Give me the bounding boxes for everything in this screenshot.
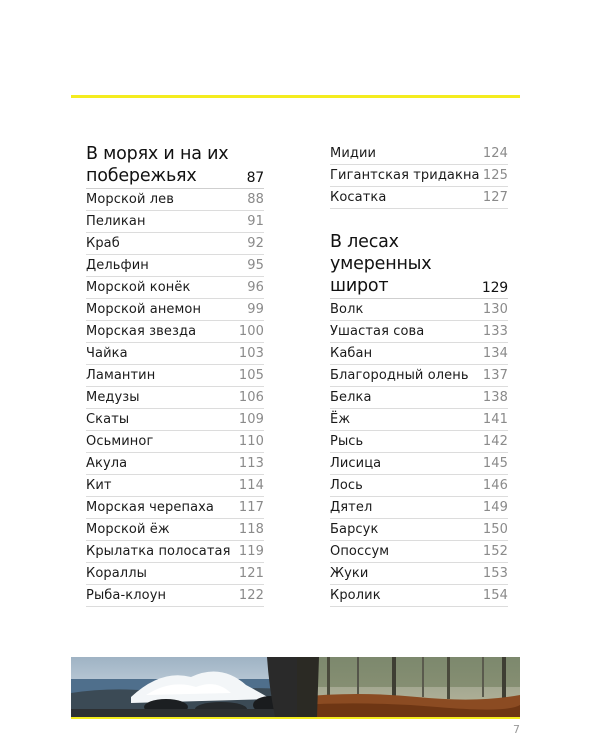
toc-entry-page: 153 <box>482 566 508 581</box>
section-page-number: 129 <box>481 280 508 296</box>
toc-entry-page: 119 <box>238 544 264 559</box>
toc-entry-page: 133 <box>482 324 508 339</box>
toc-entry-page: 137 <box>482 368 508 383</box>
toc-entry-title: Морской конёк <box>86 280 191 295</box>
toc-entry[interactable] <box>330 387 508 409</box>
toc-entry-title: Осьминог <box>86 434 154 449</box>
toc-entry-title: Благородный олень <box>330 368 469 383</box>
toc-entry-title: Морской анемон <box>86 302 202 317</box>
toc-entry-title: Мидии <box>330 146 377 161</box>
toc-entry[interactable] <box>86 541 264 563</box>
photo-banner <box>71 657 520 717</box>
toc-entry[interactable] <box>86 233 264 255</box>
toc-entry[interactable] <box>330 165 508 187</box>
toc-entry[interactable] <box>86 255 264 277</box>
toc-entry-title: Кораллы <box>86 566 147 581</box>
toc-entry[interactable] <box>86 189 264 211</box>
toc-entry[interactable] <box>86 519 264 541</box>
toc-entry-title: Дятел <box>330 500 373 515</box>
page-number: 7 <box>513 723 520 736</box>
toc-entry-title: Ушастая сова <box>330 324 425 339</box>
toc-entry[interactable] <box>86 453 264 475</box>
toc-entry-page: 130 <box>482 302 508 317</box>
toc-entry-page: 113 <box>238 456 264 471</box>
toc-entry-page: 141 <box>482 412 508 427</box>
toc-entry-title: Пеликан <box>86 214 146 229</box>
section-title-line: В морях и на их <box>86 144 229 164</box>
toc-entry[interactable] <box>330 475 508 497</box>
sea-coast-photo <box>71 657 297 717</box>
toc-entry-page: 103 <box>238 346 264 361</box>
toc-entry[interactable] <box>86 475 264 497</box>
toc-entry-title: Волк <box>330 302 364 317</box>
toc-entry-page: 122 <box>238 588 264 603</box>
toc-entry-title: Лисица <box>330 456 382 471</box>
toc-entry-title: Кабан <box>330 346 373 361</box>
toc-entry-page: 114 <box>238 478 264 493</box>
toc-entry[interactable] <box>330 497 508 519</box>
toc-entry-title: Скаты <box>86 412 130 427</box>
toc-entry-page: 100 <box>238 324 264 339</box>
toc-entry-page: 145 <box>482 456 508 471</box>
toc-entry-page: 152 <box>482 544 508 559</box>
section-heading-seas[interactable] <box>86 143 264 189</box>
toc-entry[interactable] <box>86 497 264 519</box>
toc-entry[interactable] <box>86 387 264 409</box>
toc-entry-title: Морская звезда <box>86 324 197 339</box>
toc-column-left <box>86 143 264 607</box>
toc-entry-page: 106 <box>238 390 264 405</box>
toc-entry-page: 88 <box>247 192 264 207</box>
toc-entry-title: Гигантская тридакна <box>330 168 480 183</box>
section-gap <box>330 209 508 231</box>
toc-entry[interactable] <box>330 343 508 365</box>
toc-entry-page: 99 <box>247 302 264 317</box>
toc-entry-title: Акула <box>86 456 128 471</box>
toc-entry-page: 142 <box>482 434 508 449</box>
toc-entry[interactable] <box>86 343 264 365</box>
toc-entry[interactable] <box>86 365 264 387</box>
toc-entry-page: 124 <box>482 146 508 161</box>
toc-entry-title: Ламантин <box>86 368 156 383</box>
toc-entry[interactable] <box>86 299 264 321</box>
toc-entry-title: Кит <box>86 478 112 493</box>
section-title-line: умеренных <box>330 254 432 274</box>
toc-entry-title: Рыба-клоун <box>86 588 167 603</box>
toc-entry-title: Медузы <box>86 390 140 405</box>
toc-column-right <box>330 143 508 607</box>
toc-entry-page: 117 <box>238 500 264 515</box>
toc-entry-page: 121 <box>238 566 264 581</box>
toc-entry-page: 146 <box>482 478 508 493</box>
toc-entry[interactable] <box>330 321 508 343</box>
toc-entry-title: Рысь <box>330 434 364 449</box>
toc-entry-title: Опоссум <box>330 544 390 559</box>
forest-photo <box>297 657 520 717</box>
toc-entry[interactable] <box>330 431 508 453</box>
toc-entry[interactable] <box>86 563 264 585</box>
toc-entry-page: 95 <box>247 258 264 273</box>
toc-entry-page: 125 <box>482 168 508 183</box>
section-heading-forests[interactable] <box>330 231 508 299</box>
toc-entry[interactable] <box>330 453 508 475</box>
toc-entry-title: Морская черепаха <box>86 500 214 515</box>
toc-entry-page: 138 <box>482 390 508 405</box>
toc-entry-page: 105 <box>238 368 264 383</box>
toc-entry-page: 127 <box>482 190 508 205</box>
toc-entry-title: Морской лев <box>86 192 175 207</box>
toc-entry[interactable] <box>330 563 508 585</box>
toc-entry-page: 109 <box>238 412 264 427</box>
toc-entry-title: Косатка <box>330 190 387 205</box>
section-title-line: побережьях <box>86 166 197 186</box>
toc-entry[interactable] <box>330 519 508 541</box>
toc-entry-page: 91 <box>247 214 264 229</box>
toc-entry-page: 149 <box>482 500 508 515</box>
top-accent-rule <box>71 95 520 98</box>
toc-entry-title: Чайка <box>86 346 128 361</box>
toc-entry-page: 110 <box>238 434 264 449</box>
toc-entry[interactable] <box>86 585 264 607</box>
toc-entry-title: Краб <box>86 236 120 251</box>
toc-entry-page: 150 <box>482 522 508 537</box>
toc-entry-page: 134 <box>482 346 508 361</box>
toc-entry-title: Барсук <box>330 522 379 537</box>
toc-entry[interactable] <box>330 143 508 165</box>
toc-entry-title: Морской ёж <box>86 522 170 537</box>
toc-entry-title: Белка <box>330 390 372 405</box>
toc-entry-title: Лось <box>330 478 363 493</box>
toc-entry[interactable] <box>330 541 508 563</box>
toc-entry[interactable] <box>86 431 264 453</box>
toc-entry-title: Ёж <box>330 412 351 427</box>
toc-entry-page: 92 <box>247 236 264 251</box>
toc-entry-title: Крылатка полосатая <box>86 544 231 559</box>
bottom-accent-rule <box>71 717 520 719</box>
toc-entry-title: Жуки <box>330 566 369 581</box>
toc-entry[interactable] <box>330 365 508 387</box>
toc-entry[interactable] <box>330 409 508 431</box>
toc-entry[interactable] <box>330 299 508 321</box>
toc-entry-page: 154 <box>482 588 508 603</box>
toc-entry[interactable] <box>86 277 264 299</box>
toc-entry-page: 118 <box>238 522 264 537</box>
toc-entry-page: 96 <box>247 280 264 295</box>
toc-entry[interactable] <box>86 211 264 233</box>
toc-entry[interactable] <box>86 409 264 431</box>
toc-entry[interactable] <box>330 187 508 209</box>
section-page-number: 87 <box>246 170 264 186</box>
toc-entry[interactable] <box>86 321 264 343</box>
section-title-line: широт <box>330 276 389 296</box>
toc-entry-title: Кролик <box>330 588 381 603</box>
toc-entry-title: Дельфин <box>86 258 149 273</box>
toc-entry[interactable] <box>330 585 508 607</box>
section-title-line: В лесах <box>330 232 399 252</box>
